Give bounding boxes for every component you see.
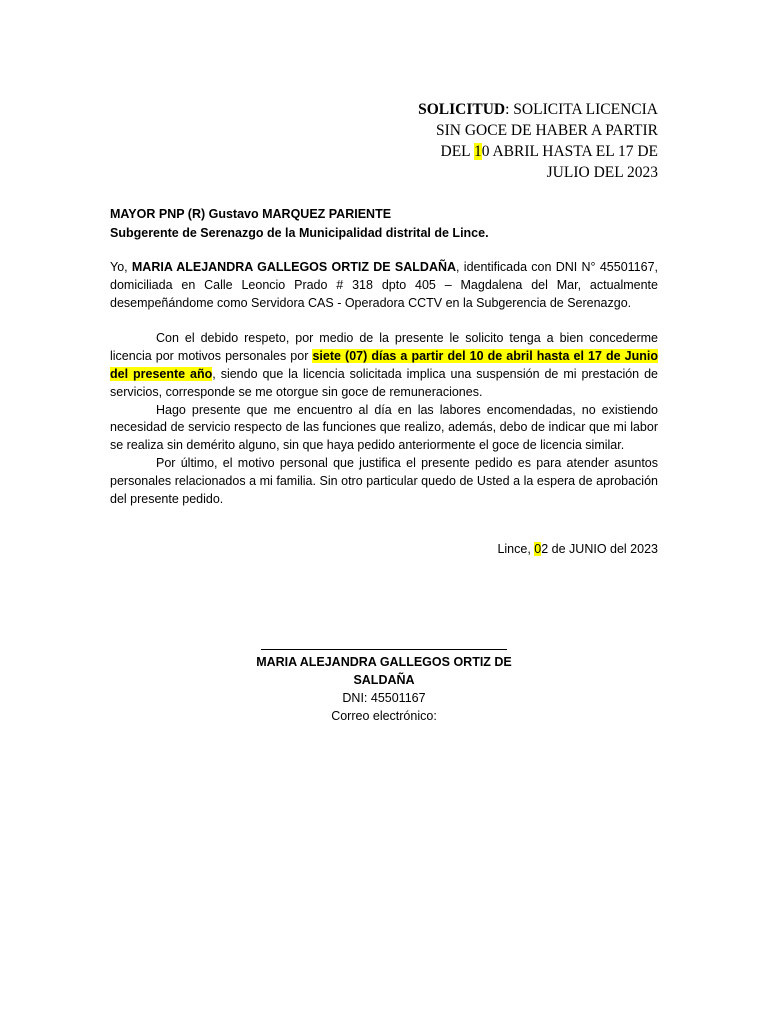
request-post: , siendo que la licencia solicitada implica una suspensión de mi prestación de servicios, corresponde se me otorgue sin goce de remuneraciones.	[110, 366, 658, 399]
date-highlight: 0	[534, 542, 542, 556]
addressee-block	[110, 205, 670, 243]
subject-highlight: 1	[473, 143, 482, 160]
intro-pre: Yo,	[110, 260, 132, 274]
intro-paragraph	[110, 259, 658, 312]
signature-block	[250, 653, 518, 725]
intro-post: , identificada con DNI N° 45501167, domiciliada en Calle Leoncio Prado # 318 dpto 405 – Magdalena del Mar, actualmente desempeñándome como Servidora CAS - Operadora CCTV en la Subgerencia de Serenazgo.	[110, 260, 658, 310]
addressee-position: Subgerente de Serenazgo de la Municipalidad distrital de Lince.	[110, 226, 489, 240]
addressee-name: MAYOR PNP (R) Gustavo MARQUEZ PARIENTE	[110, 207, 392, 221]
signer-email: Correo electrónico:	[331, 709, 437, 723]
subject-label: SOLICITUD	[418, 101, 506, 118]
subject-line-3-pre: DEL	[440, 143, 474, 160]
request-paragraph	[110, 330, 658, 401]
subject-line-3	[358, 141, 658, 162]
subject-line-2: SIN GOCE DE HABER A PARTIR	[436, 122, 658, 139]
applicant-name: MARIA ALEJANDRA GALLEGOS ORTIZ DE SALDAÑA	[131, 260, 457, 274]
request-pre: Con el debido respeto, por medio de la presente le solicito tenga a bien concederme licencia por motivos personales por	[110, 331, 658, 364]
subject-block	[358, 99, 658, 183]
subject-line-1	[358, 99, 658, 120]
subject-line-3-post: 0 ABRIL HASTA EL 17 DE	[481, 143, 658, 160]
signer-name: MARIA ALEJANDRA GALLEGOS ORTIZ DE SALDAÑA	[256, 655, 512, 687]
request-highlight: siete (07) días a partir del 10 de abril hasta el 17 de Junio del presente año	[110, 349, 658, 381]
closing-paragraph: Por último, el motivo personal que justifica el presente pedido es para atender asuntos personales relacionados a mi familia. Sin otro particular quedo de Usted a la espera de aprobación del presente pedido.	[110, 455, 658, 506]
subject-line-1-text: : SOLICITA LICENCIA	[505, 101, 658, 118]
signature-line	[261, 649, 507, 650]
date-pre: Lince,	[497, 542, 535, 556]
letter-body	[110, 259, 658, 508]
letter-date	[497, 540, 658, 558]
status-paragraph: Hago presente que me encuentro al día en las labores encomendadas, no existiendo necesidad de servicio respecto de las funciones que realizo, además, debo de indicar que mi labor se realiza sin demérito alguno, sin que haya pedido anteriormente el goce de licencia similar.	[110, 402, 658, 453]
date-post: 2 de JUNIO del 2023	[541, 542, 658, 556]
signer-dni: DNI: 45501167	[342, 691, 426, 705]
subject-line-4: JULIO DEL 2023	[546, 164, 658, 181]
